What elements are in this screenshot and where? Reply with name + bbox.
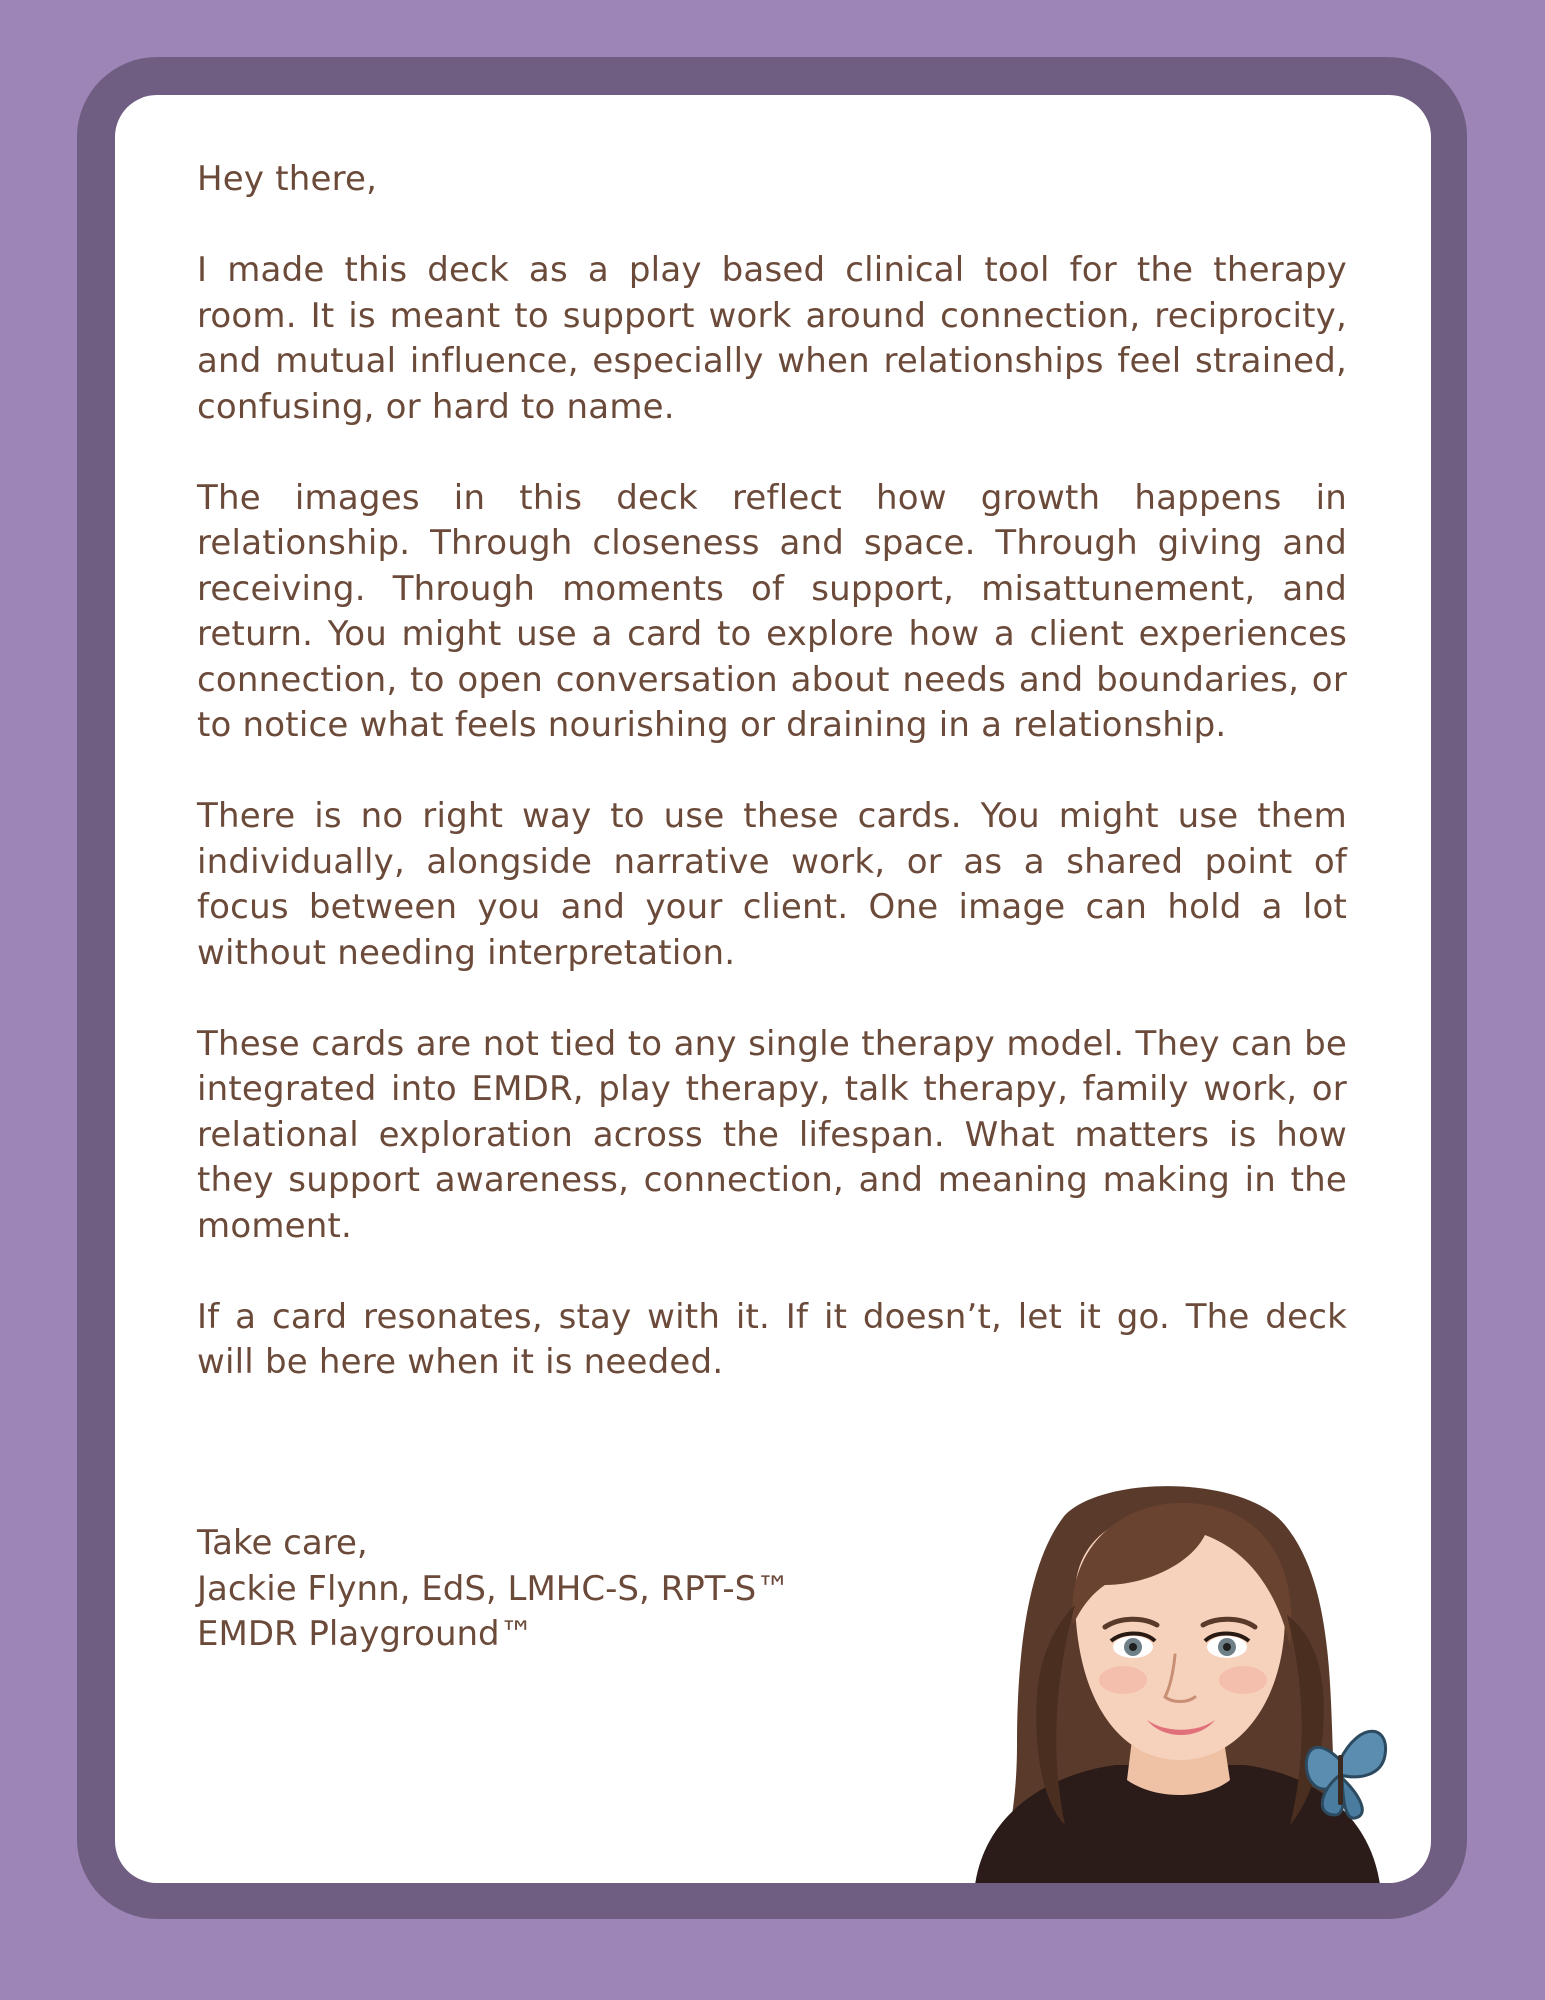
organization-name: EMDR Playground™ (197, 1614, 534, 1654)
letter-body (197, 157, 1347, 1431)
author-portrait-icon (955, 1475, 1395, 1883)
letter-greeting: Hey there, (197, 159, 378, 199)
letter-paragraph: There is no right way to use these cards. You might use them individually, alongside narrative work, or as a shared point of focus between you and your client. One image can hold a lot without needing interpretation. (197, 796, 1347, 973)
letter-card (115, 95, 1431, 1883)
letter-signoff (197, 1521, 790, 1658)
author-name: Jackie Flynn, EdS, LMHC-S, RPT-S™ (197, 1568, 791, 1609)
letter-paragraph: I made this deck as a play based clinical tool for the therapy room. It is meant to support work around connection, reciprocity, and mutual influence, especially when relationships feel strained, confusing, or hard to name. (197, 250, 1347, 427)
letter-paragraph: These cards are not tied to any single therapy model. They can be integrated into EMDR, play therapy, talk therapy, family work, or relational exploration across the lifespan. What matters is how they support awareness, connection, and meaning making in the moment. (197, 1023, 1347, 1246)
letter-paragraph: The images in this deck reflect how growth happens in relationship. Through closeness and space. Through giving and receiving. Through moments of support, misattunement, and return. You might use a card to explore how a client experiences connection, to open conversation about needs and boundaries, or to notice what feels nourishing or draining in a relationship. (197, 477, 1347, 745)
closing-line: Take care, (197, 1523, 368, 1563)
letter-paragraph: If a card resonates, stay with it. If it doesn’t, let it go. The deck will be here when it is needed. (197, 1296, 1347, 1382)
